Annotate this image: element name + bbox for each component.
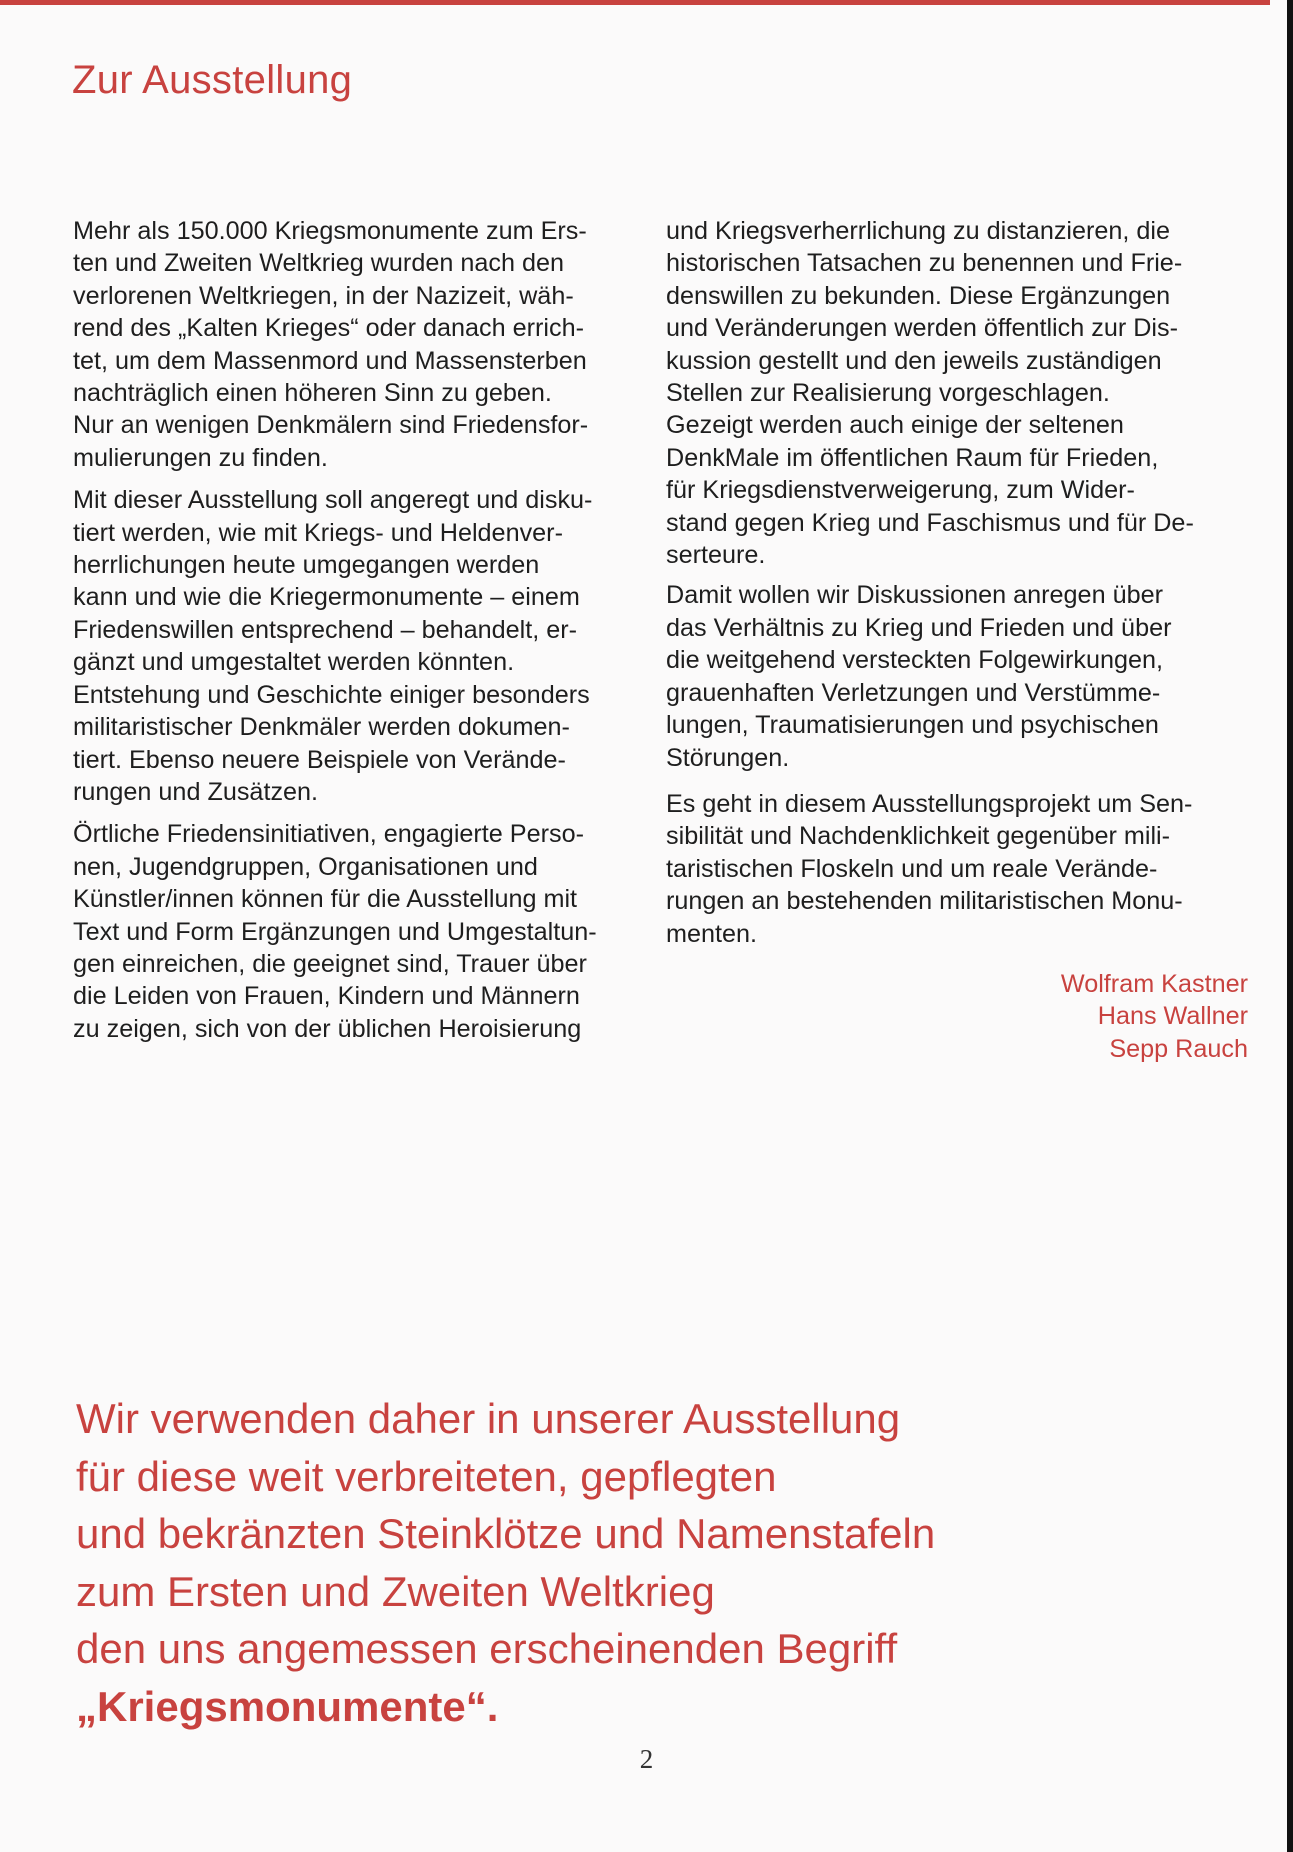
text-line: lungen, Traumatisierungen und psychischen: [666, 711, 1159, 740]
text-line: Entstehung und Geschichte einiger besonders: [73, 680, 590, 709]
text-line: stand gegen Krieg und Faschismus und für De-: [666, 508, 1194, 537]
paragraph-intro: [73, 215, 658, 474]
paragraph-continuation: [666, 215, 1261, 571]
text-line: mulierungen zu finden.: [73, 443, 328, 472]
text-line: Störungen.: [666, 743, 790, 772]
text-line: Nur an wenigen Denkmälern sind Friedensfor-: [73, 411, 589, 440]
text-line: das Verhältnis zu Krieg und Frieden und über: [666, 613, 1172, 642]
page-number: 2: [639, 1744, 654, 1774]
text-line: Künstler/innen können für die Ausstellung mit: [73, 885, 578, 914]
text-line: tiert werden, wie mit Kriegs- und Heldenver-: [73, 518, 563, 547]
text-line: ten und Zweiten Weltkrieg wurden nach den: [73, 249, 564, 278]
text-line: und Veränderungen werden öffentlich zur Dis-: [666, 314, 1179, 343]
text-line: gänzt und umgestaltet werden könnten.: [73, 648, 515, 677]
text-line: Es geht in diesem Ausstellungsprojekt um Sen-: [666, 789, 1193, 818]
statement-emphasis: „Kriegsmonumente“.: [76, 1682, 499, 1730]
text-line: grauenhaften Verletzungen und Verstümme-: [666, 678, 1161, 707]
text-line: Mit dieser Ausstellung soll angeregt und disku-: [73, 486, 593, 515]
author-signatures: [1061, 968, 1248, 1065]
statement-line: für diese weit verbreiteten, gepflegten: [76, 1452, 777, 1500]
right-column: [666, 215, 1261, 950]
page-edge-shadow: [1287, 0, 1293, 1852]
top-red-rule: [0, 0, 1270, 5]
text-line: herrlichungen heute umgegangen werden: [73, 551, 540, 580]
text-line: denswillen zu bekunden. Diese Ergänzungen: [666, 281, 1171, 310]
text-line: nen, Jugendgruppen, Organisationen und: [73, 852, 538, 881]
author-name: Sepp Rauch: [1109, 1034, 1248, 1063]
text-line: tiert. Ebenso neuere Beispiele von Verände-: [73, 745, 566, 774]
text-line: historischen Tatsachen zu benennen und Frie-: [666, 249, 1183, 278]
text-line: für Kriegsdienstverweigerung, zum Wider-: [666, 476, 1135, 505]
text-line: Friedenswillen entsprechend – behandelt, er-: [73, 615, 578, 644]
text-line: zu zeigen, sich von der üblichen Heroisierung: [73, 1014, 582, 1043]
text-line: menten.: [666, 919, 758, 948]
text-line: die weitgehend versteckten Folgewirkungen,: [666, 646, 1164, 675]
text-line: sibilität und Nachdenklichkeit gegenüber mili-: [666, 822, 1171, 851]
text-line: DenkMale im öffentlichen Raum für Frieden,: [666, 443, 1159, 472]
text-line: gen einreichen, die geeignet sind, Trauer über: [73, 949, 587, 978]
left-column: [73, 215, 658, 1045]
text-line: verlorenen Weltkriegen, in der Nazizeit, wäh-: [73, 281, 574, 310]
text-line: Gezeigt werden auch einige der seltenen: [666, 411, 1124, 440]
author-name: Wolfram Kastner: [1060, 970, 1248, 998]
text-line: taristischen Floskeln und um reale Verände-: [666, 854, 1158, 883]
text-line: und Kriegsverherrlichung zu distanzieren, die: [666, 217, 1171, 245]
text-line: nachträglich einen höheren Sinn zu geben.: [73, 379, 552, 408]
text-line: Stellen zur Realisierung vorgeschlagen.: [666, 379, 1110, 408]
statement-line: den uns angemessen erscheinenden Begriff: [76, 1625, 898, 1673]
text-line: Örtliche Friedensinitiativen, engagierte Perso-: [73, 820, 584, 849]
closing-statement: [76, 1390, 935, 1736]
paragraph-exhibition-purpose: [73, 484, 658, 808]
statement-line: Wir verwenden daher in unserer Ausstellung: [76, 1395, 901, 1442]
text-line: rungen an bestehenden militaristischen Monu-: [666, 887, 1183, 916]
statement-line: und bekränzten Steinklötze und Namenstafeln: [76, 1510, 936, 1558]
text-line: Damit wollen wir Diskussionen anregen über: [666, 581, 1163, 610]
text-line: kussion gestellt und den jeweils zuständigen: [666, 346, 1162, 375]
text-line: kann und wie die Kriegermonumente – einem: [73, 583, 580, 612]
text-line: die Leiden von Frauen, Kindern und Männern: [73, 982, 580, 1011]
text-line: rungen und Zusätzen.: [73, 777, 319, 806]
paragraph-discussion: [666, 579, 1261, 773]
text-line: rend des „Kalten Krieges“ oder danach errich-: [73, 314, 585, 343]
text-line: Text und Form Ergänzungen und Umgestaltun-: [73, 917, 597, 946]
text-line: militaristischer Denkmäler werden dokumen-: [73, 713, 570, 742]
text-line: serteure.: [666, 541, 766, 570]
paragraph-participation: [73, 818, 658, 1045]
statement-line: zum Ersten und Zweiten Weltkrieg: [76, 1567, 715, 1615]
author-name: Hans Wallner: [1097, 1002, 1248, 1031]
text-line: tet, um dem Massenmord und Massensterben: [73, 346, 587, 375]
page-title: Zur Ausstellung: [72, 58, 353, 102]
text-line: Mehr als 150.000 Kriegsmonumente zum Ers-: [73, 217, 587, 245]
paragraph-sensibility: [666, 788, 1261, 950]
